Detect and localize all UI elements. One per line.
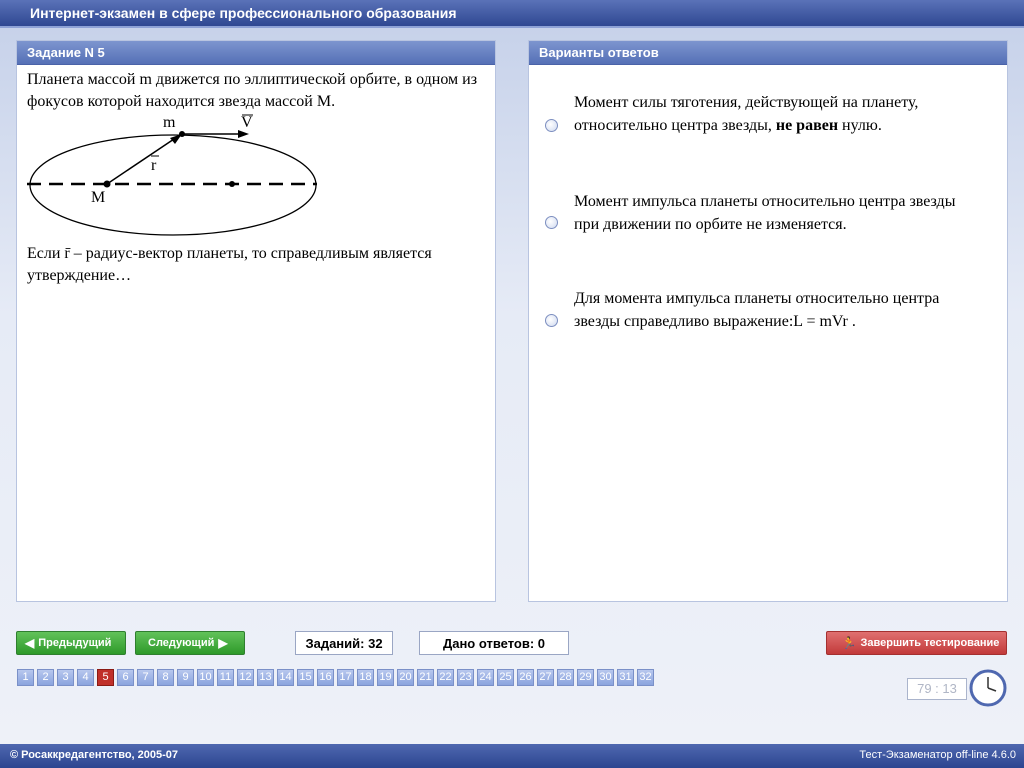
page-button-21[interactable]: 21 bbox=[417, 669, 434, 686]
task-pager bbox=[17, 669, 657, 686]
page-button-16[interactable]: 16 bbox=[317, 669, 334, 686]
page-button-5[interactable]: 5 bbox=[97, 669, 114, 686]
running-man-icon: 🏃 bbox=[841, 636, 857, 650]
label-r: r bbox=[151, 157, 157, 174]
next-label: Следующий bbox=[148, 637, 215, 649]
task-header: Задание N 5 bbox=[17, 41, 495, 65]
page-button-8[interactable]: 8 bbox=[157, 669, 174, 686]
timer-display: 79 : 13 bbox=[907, 678, 967, 700]
answer-text-1: Момент силы тяготения, действующей на планету, относительно центра звезды, не равен нулю. bbox=[574, 94, 919, 134]
page-button-19[interactable]: 19 bbox=[377, 669, 394, 686]
page-button-17[interactable]: 17 bbox=[337, 669, 354, 686]
radius-vector bbox=[107, 135, 180, 184]
page-button-20[interactable]: 20 bbox=[397, 669, 414, 686]
page-button-29[interactable]: 29 bbox=[577, 669, 594, 686]
page-button-1[interactable]: 1 bbox=[17, 669, 34, 686]
radio-button-2[interactable] bbox=[545, 216, 558, 229]
question-text: Если r̄ – радиус-вектор планеты, то справедливым является утверждение… bbox=[27, 245, 432, 284]
arrow-right-icon: ▶ bbox=[218, 636, 228, 650]
page-button-24[interactable]: 24 bbox=[477, 669, 494, 686]
label-v: V bbox=[241, 114, 253, 131]
previous-button[interactable] bbox=[16, 631, 126, 655]
page-button-31[interactable]: 31 bbox=[617, 669, 634, 686]
second-focus bbox=[229, 181, 235, 187]
page-button-13[interactable]: 13 bbox=[257, 669, 274, 686]
next-button[interactable] bbox=[135, 631, 245, 655]
previous-label: Предыдущий bbox=[38, 637, 112, 649]
page-button-14[interactable]: 14 bbox=[277, 669, 294, 686]
page-button-18[interactable]: 18 bbox=[357, 669, 374, 686]
page-button-32[interactable]: 32 bbox=[637, 669, 654, 686]
page-button-2[interactable]: 2 bbox=[37, 669, 54, 686]
answers-given-counter: Дано ответов: 0 bbox=[419, 631, 569, 655]
footer-bar bbox=[0, 744, 1024, 768]
page-button-9[interactable]: 9 bbox=[177, 669, 194, 686]
label-m: m bbox=[163, 114, 176, 131]
orbit-diagram bbox=[27, 113, 327, 243]
task-text: Планета массой m движется по эллиптической орбите, в одном из фокусов которой находится звезда массой М. bbox=[27, 71, 478, 110]
app-title-bar bbox=[0, 0, 1024, 28]
page-button-22[interactable]: 22 bbox=[437, 669, 454, 686]
version-text: Тест-Экзаменатор off-line 4.6.0 bbox=[859, 749, 1016, 761]
app-title: Интернет-экзамен в сфере профессионального образования bbox=[30, 5, 457, 21]
finish-label: Завершить тестирование bbox=[860, 637, 1000, 649]
arrow-left-icon: ◀ bbox=[25, 636, 35, 650]
finish-test-button[interactable] bbox=[826, 631, 1007, 655]
answer-text-2: Момент импульса планеты относительно центра звезды при движении по орбите не изменяется. bbox=[574, 193, 956, 233]
copyright-text: © Росаккредагентство, 2005-07 bbox=[10, 749, 179, 761]
answers-panel bbox=[528, 40, 1008, 602]
clock-icon bbox=[969, 669, 1007, 707]
page-button-3[interactable]: 3 bbox=[57, 669, 74, 686]
page-button-15[interactable]: 15 bbox=[297, 669, 314, 686]
radio-button-3[interactable] bbox=[545, 314, 558, 327]
page-button-11[interactable]: 11 bbox=[217, 669, 234, 686]
tasks-counter: Заданий: 32 bbox=[295, 631, 393, 655]
answers-header: Варианты ответов bbox=[529, 41, 1007, 65]
page-button-7[interactable]: 7 bbox=[137, 669, 154, 686]
page-button-23[interactable]: 23 bbox=[457, 669, 474, 686]
page-button-12[interactable]: 12 bbox=[237, 669, 254, 686]
radio-button-1[interactable] bbox=[545, 119, 558, 132]
task-panel bbox=[16, 40, 496, 602]
answer-text-3: Для момента импульса планеты относительно центра звезды справедливо выражение:L = mVr . bbox=[574, 290, 940, 330]
page-button-25[interactable]: 25 bbox=[497, 669, 514, 686]
page-button-26[interactable]: 26 bbox=[517, 669, 534, 686]
label-M: M bbox=[91, 189, 106, 206]
page-button-27[interactable]: 27 bbox=[537, 669, 554, 686]
page-button-30[interactable]: 30 bbox=[597, 669, 614, 686]
page-button-28[interactable]: 28 bbox=[557, 669, 574, 686]
page-button-10[interactable]: 10 bbox=[197, 669, 214, 686]
page-button-4[interactable]: 4 bbox=[77, 669, 94, 686]
page-button-6[interactable]: 6 bbox=[117, 669, 134, 686]
